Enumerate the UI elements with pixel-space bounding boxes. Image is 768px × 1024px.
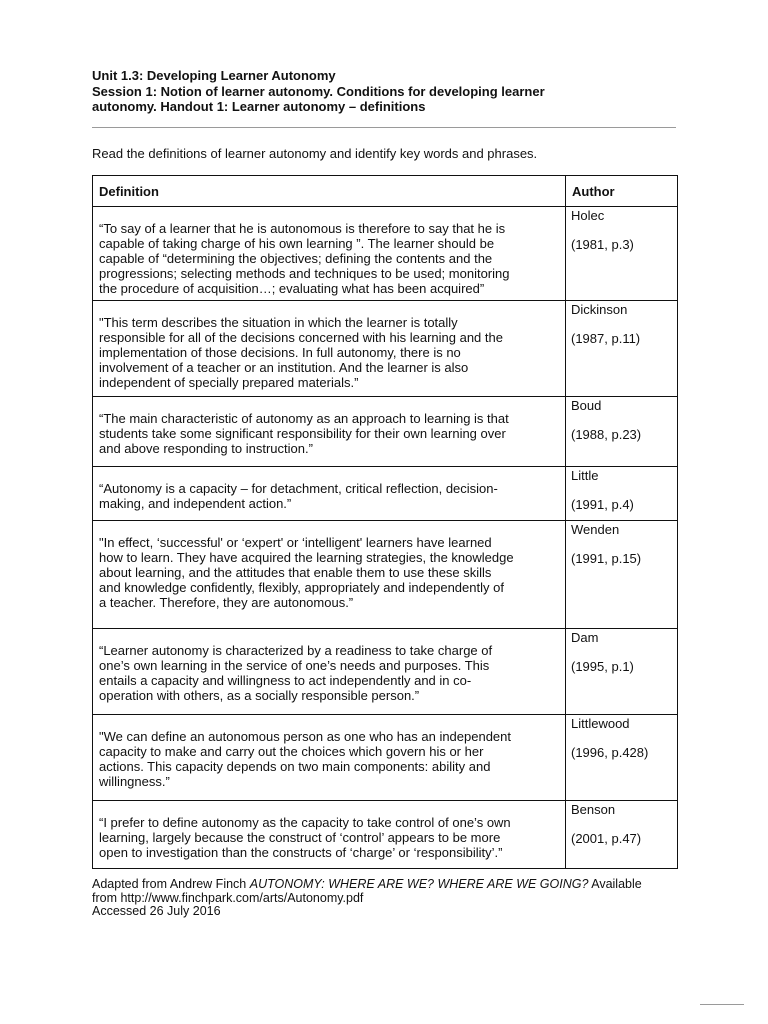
table-row (93, 467, 678, 521)
definition-cell (93, 715, 566, 801)
definition-line: responsible for all of the decisions concerned with his learning and the (99, 330, 503, 345)
source-prefix: Adapted from Andrew Finch (92, 877, 250, 891)
accessed-date: Accessed 26 July 2016 (92, 904, 221, 918)
author-cell (566, 301, 678, 397)
source-available: Available (588, 877, 642, 891)
definition-line: one’s own learning in the service of one’s needs and purposes. This (99, 658, 490, 673)
corner-rule (700, 1004, 744, 1005)
definition-column-header: Definition (93, 176, 566, 207)
definition-cell (93, 301, 566, 397)
author-citation: (1981, p.3) (571, 237, 634, 252)
source-url: from http://www.finchpark.com/arts/Autonomy.pdf (92, 890, 364, 905)
handout-heading (92, 68, 682, 115)
definition-line: “The main characteristic of autonomy as an approach to learning is that (99, 411, 509, 426)
definition-line: "We can define an autonomous person as one who has an independent (99, 729, 512, 744)
source-title: AUTONOMY: WHERE ARE WE? WHERE ARE WE GOING? (249, 877, 589, 891)
source-line-1 (92, 878, 692, 892)
author-cell (566, 715, 678, 801)
author-cell (566, 207, 678, 301)
definition-cell (93, 521, 566, 629)
definition-cell (93, 629, 566, 715)
table-row (93, 715, 678, 801)
author-citation: (1987, p.11) (571, 331, 641, 346)
instruction-text: Read the definitions of learner autonomy and identify key words and phrases. (92, 146, 538, 161)
session-title-line-2: autonomy. Handout 1: Learner autonomy – definitions (92, 99, 426, 115)
author-cell (566, 629, 678, 715)
author-cell (566, 397, 678, 467)
table-row (93, 207, 678, 301)
author-name: Dickinson (571, 302, 628, 317)
definition-line: “Learner autonomy is characterized by a readiness to take charge of (99, 643, 493, 658)
session-title-line-1: Session 1: Notion of learner autonomy. Conditions for developing learner (92, 83, 545, 99)
definition-line: and above responding to instruction.” (99, 441, 313, 456)
author-name: Boud (571, 398, 602, 413)
definition-line: actions. This capacity depends on two main components: ability and (99, 759, 491, 774)
definition-line: "In effect, ‘successful' or ‘expert' or ‘intelligent' learners have learned (99, 535, 492, 550)
definitions-table-body (93, 207, 678, 869)
author-citation: (2001, p.47) (571, 831, 642, 846)
definition-line: making, and independent action.” (99, 496, 292, 511)
author-column-header: Author (566, 176, 678, 207)
author-name: Holec (571, 208, 605, 223)
author-citation: (1996, p.428) (571, 745, 649, 760)
source-note (92, 878, 692, 919)
author-citation: (1995, p.1) (571, 659, 634, 674)
author-name: Littlewood (571, 716, 630, 731)
definition-line: the procedure of acquisition…; evaluating what has been acquired” (99, 281, 485, 296)
definition-line: about learning, and the attitudes that enable them to use these skills (99, 565, 492, 580)
definition-line: capable of taking charge of his own learning ”. The learner should be (99, 236, 495, 251)
table-row (93, 801, 678, 869)
definition-line: how to learn. They have acquired the learning strategies, the knowledge (99, 550, 514, 565)
definition-line: learning, largely because the construct of ‘control’ appears to be more (99, 830, 501, 845)
author-cell (566, 521, 678, 629)
author-cell (566, 467, 678, 521)
definition-line: entails a capacity and willingness to act independently and in co- (99, 673, 472, 688)
definition-line: implementation of those decisions. In full autonomy, there is no (99, 345, 461, 360)
definition-line: “I prefer to define autonomy as the capacity to take control of one’s own (99, 815, 511, 830)
definition-line: independent of specially prepared materials.” (99, 375, 359, 390)
table-row (93, 397, 678, 467)
definition-line: capacity to make and carry out the choices which govern his or her (99, 744, 484, 759)
definition-line: willingness.” (99, 774, 170, 789)
author-citation: (1991, p.4) (571, 497, 634, 512)
table-row (93, 629, 678, 715)
definition-line: capable of “determining the objectives; defining the contents and the (99, 251, 493, 266)
author-name: Dam (571, 630, 599, 645)
definition-line: “Autonomy is a capacity – for detachment, critical reflection, decision- (99, 481, 498, 496)
author-name: Benson (571, 802, 616, 817)
definition-line: operation with others, as a socially responsible person.” (99, 688, 420, 703)
author-name: Little (571, 468, 599, 483)
definition-cell (93, 467, 566, 521)
definition-cell (93, 207, 566, 301)
definition-line: involvement of a teacher or an institution. And the learner is also (99, 360, 469, 375)
definition-cell (93, 801, 566, 869)
definition-line: “To say of a learner that he is autonomous is therefore to say that he is (99, 221, 506, 236)
definition-line: progressions; selecting methods and techniques to be used; monitoring (99, 266, 510, 281)
definitions-table (92, 175, 678, 869)
definition-line: students take some significant responsibility for their own learning over (99, 426, 506, 441)
definition-line: "This term describes the situation in which the learner is totally (99, 315, 458, 330)
unit-title: Unit 1.3: Developing Learner Autonomy (92, 68, 336, 83)
definition-line: a teacher. Therefore, they are autonomous.” (99, 595, 354, 610)
heading-divider (92, 127, 676, 128)
definition-line: open to investigation than the constructs of ‘charge’ or ‘responsibility’.” (99, 845, 503, 860)
author-cell (566, 801, 678, 869)
table-row (93, 521, 678, 629)
author-name: Wenden (571, 522, 620, 537)
author-citation: (1988, p.23) (571, 427, 642, 442)
definition-cell (93, 397, 566, 467)
author-citation: (1991, p.15) (571, 551, 642, 566)
table-header-row (93, 176, 678, 207)
definition-line: and knowledge confidently, flexibly, appropriately and independently of (99, 580, 504, 595)
table-row (93, 301, 678, 397)
